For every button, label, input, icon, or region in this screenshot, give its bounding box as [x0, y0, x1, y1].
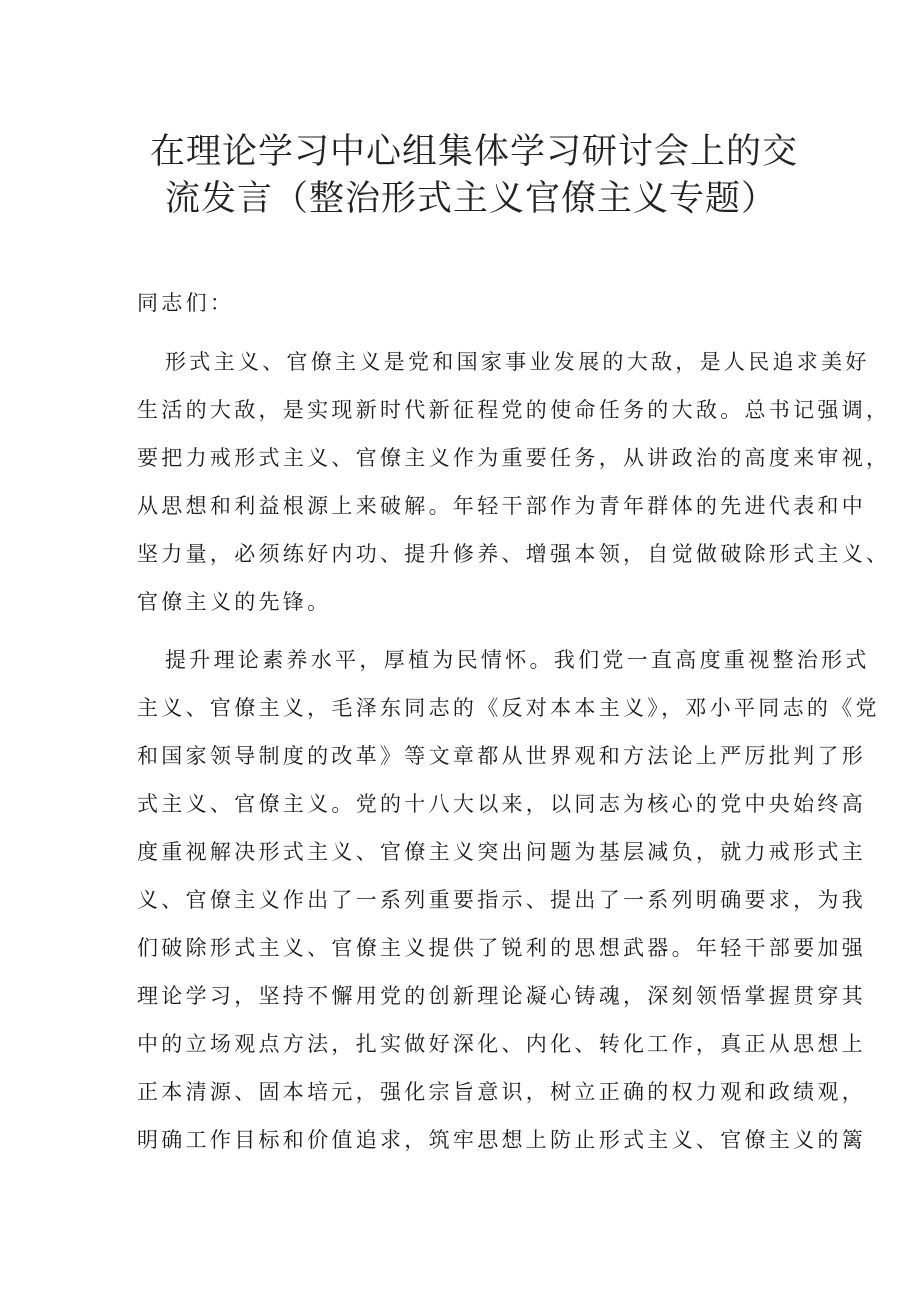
paragraph-1-line: 形式主义、官僚主义是党和国家事业发展的大敌，是人民追求美好	[165, 350, 870, 374]
document-title-line-1: 在理论学习中心组集体学习研讨会上的交	[150, 132, 799, 172]
paragraph-2-line: 正本清源、固本培元，强化宗旨意识，树立正确的权力观和政绩观，	[137, 1080, 866, 1104]
paragraph-2-line: 明确工作目标和价值追求，筑牢思想上防止形式主义、官僚主义的篱	[137, 1128, 866, 1152]
paragraph-1-line: 要把力戒形式主义、官僚主义作为重要任务，从讲政治的高度来审视，	[137, 446, 891, 470]
paragraph-2-line: 度重视解决形式主义、官僚主义突出问题为基层减负，就力戒形式主	[137, 840, 866, 864]
paragraph-1-line: 生活的大敌，是实现新时代新征程党的使命任务的大敌。总书记强调，	[137, 398, 891, 422]
paragraph-1-line: 从思想和利益根源上来破解。年轻干部作为青年群体的先进代表和中	[137, 494, 866, 518]
paragraph-1-line: 坚力量，必须练好内功、提升修养、增强本领，自觉做破除形式主义、	[137, 542, 891, 566]
paragraph-2-line: 提升理论素养水平，厚植为民情怀。我们党一直高度重视整治形式	[165, 648, 870, 672]
paragraph-2-line: 式主义、官僚主义。党的十八大以来，以同志为核心的党中央始终高	[137, 792, 866, 816]
paragraph-2-line: 义、官僚主义作出了一系列重要指示、提出了一系列明确要求，为我	[137, 888, 866, 912]
paragraph-2-line: 主义、官僚主义，毛泽东同志的《反对本本主义》，邓小平同志的《党	[137, 696, 880, 720]
document-title-line-2: 流发言（整治形式主义官僚主义专题）	[165, 179, 778, 219]
paragraph-2-line: 理论学习，坚持不懈用党的创新理论凝心铸魂，深刻领悟掌握贯穿其	[137, 984, 866, 1008]
paragraph-2-line: 中的立场观点方法，扎实做好深化、内化、转化工作，真正从思想上	[137, 1032, 866, 1056]
paragraph-2-line: 们破除形式主义、官僚主义提供了锐利的思想武器。年轻干部要加强	[137, 936, 866, 960]
paragraph-2-line: 和国家领导制度的改革》等文章都从世界观和方法论上严厉批判了形	[137, 744, 866, 768]
paragraph-1-line: 官僚主义的先锋。	[137, 590, 332, 614]
salutation: 同志们：	[137, 291, 235, 315]
